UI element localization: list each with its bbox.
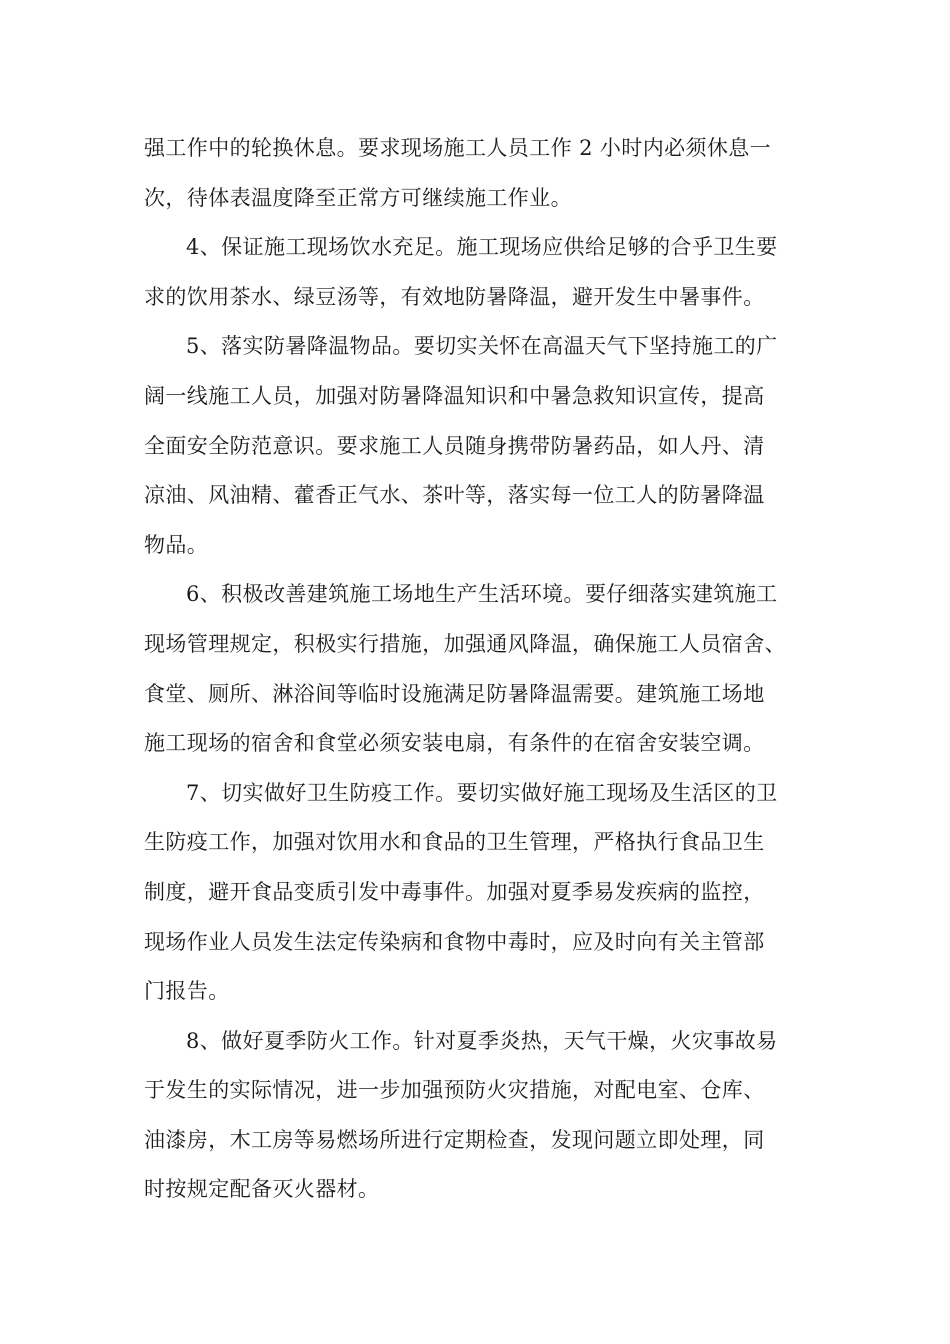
text-line: 求的饮用茶水、绿豆汤等，有效地防暑降温，避开发生中暑事件。 <box>144 284 765 309</box>
document-body <box>144 124 814 1215</box>
text-line: 强工作中的轮换休息。要求现场施工人员工作 2 小时内必须休息一 <box>144 136 772 160</box>
text-line: 4、保证施工现场饮水充足。施工现场应供给足够的合乎卫生要 <box>186 235 778 260</box>
text-line: 于发生的实际情况，进一步加强预防火灾措施，对配电室、仓库、 <box>144 1078 765 1103</box>
text-line: 5、落实防暑降温物品。要切实关怀在高温天气下坚持施工的广 <box>186 334 778 359</box>
text-line: 制度，避开食品变质引发中毒事件。加强对夏季易发疾病的监控， <box>144 879 765 904</box>
text-line: 7、切实做好卫生防疫工作。要切实做好施工现场及生活区的卫 <box>186 780 778 805</box>
text-line: 阔一线施工人员，加强对防暑降温知识和中暑急救知识宣传，提高 <box>144 383 765 408</box>
text-line: 物品。 <box>144 532 209 557</box>
text-line: 门报告。 <box>144 979 230 1004</box>
text-line: 施工现场的宿舍和食堂必须安装电扇，有条件的在宿舍安装空调。 <box>144 731 765 756</box>
text-line: 8、做好夏季防火工作。针对夏季炎热，天气干燥，火灾事故易 <box>186 1028 778 1053</box>
text-line: 现场作业人员发生法定传染病和食物中毒时，应及时向有关主管部 <box>144 929 765 954</box>
text-line: 油漆房，木工房等易燃场所进行定期检查，发现问题立即处理，同 <box>144 1127 765 1152</box>
text-line: 凉油、风油精、藿香正气水、茶叶等，落实每一位工人的防暑降温 <box>144 483 765 508</box>
text-line: 生防疫工作，加强对饮用水和食品的卫生管理，严格执行食品卫生 <box>144 830 765 855</box>
text-line: 次，待体表温度降至正常方可继续施工作业。 <box>144 185 572 210</box>
text-line: 时按规定配备灭火器材。 <box>144 1177 380 1202</box>
text-line: 全面安全防范意识。要求施工人员随身携带防暑药品，如人丹、清 <box>144 433 765 458</box>
text-line: 食堂、厕所、淋浴间等临时设施满足防暑降温需要。建筑施工场地 <box>144 681 765 706</box>
text-line: 6、积极改善建筑施工场地生产生活环境。要仔细落实建筑施工 <box>186 582 778 607</box>
text-line: 现场管理规定，积极实行措施，加强通风降温，确保施工人员宿舍、 <box>144 631 786 656</box>
